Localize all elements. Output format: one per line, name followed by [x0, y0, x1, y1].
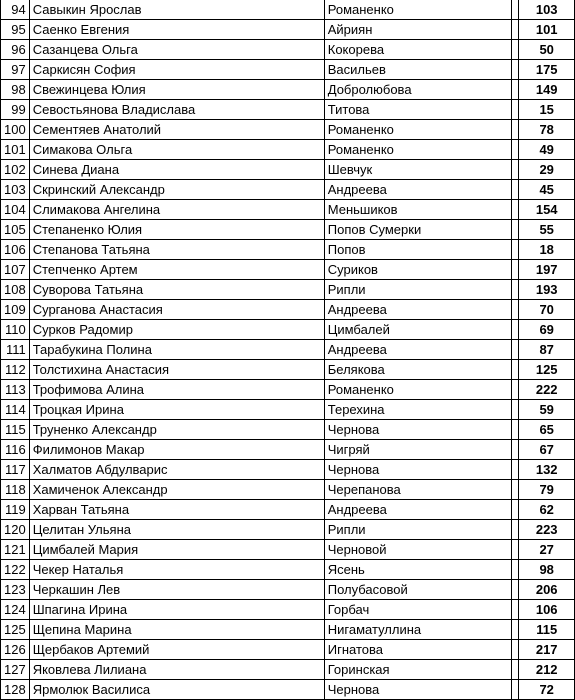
teacher-cell[interactable]: Чигряй [324, 440, 512, 460]
spacer-cell[interactable] [512, 100, 519, 120]
table-row [1, 0, 575, 20]
row-number-cell[interactable]: 102 [1, 160, 30, 180]
teacher-cell[interactable]: Черепанова [324, 480, 512, 500]
score-cell[interactable]: 106 [519, 600, 575, 620]
table-row [1, 480, 575, 500]
score-cell[interactable]: 222 [519, 380, 575, 400]
score-cell[interactable]: 49 [519, 140, 575, 160]
teacher-cell[interactable]: Андреева [324, 500, 512, 520]
teacher-cell[interactable]: Игнатова [324, 640, 512, 660]
student-name-cell[interactable]: Скринский Александр [29, 180, 324, 200]
student-name-cell[interactable]: Степченко Артем [29, 260, 324, 280]
teacher-cell[interactable]: Айриян [324, 20, 512, 40]
table-row [1, 540, 575, 560]
student-name-cell[interactable]: Суворова Татьяна [29, 280, 324, 300]
student-name-cell[interactable]: Сурков Радомир [29, 320, 324, 340]
spacer-cell[interactable] [512, 420, 519, 440]
spacer-cell[interactable] [512, 60, 519, 80]
student-name-cell[interactable]: Чекер Наталья [29, 560, 324, 580]
teacher-cell[interactable]: Чернова [324, 680, 512, 700]
score-cell[interactable]: 67 [519, 440, 575, 460]
table-row [1, 320, 575, 340]
spacer-cell[interactable] [512, 580, 519, 600]
row-number-cell[interactable]: 114 [1, 400, 30, 420]
table-row [1, 40, 575, 60]
spacer-cell[interactable] [512, 600, 519, 620]
table-row [1, 340, 575, 360]
spacer-cell[interactable] [512, 480, 519, 500]
row-number-cell[interactable]: 99 [1, 100, 30, 120]
student-name-cell[interactable]: Труненко Александр [29, 420, 324, 440]
table-row [1, 420, 575, 440]
spacer-cell[interactable] [512, 0, 519, 20]
score-cell[interactable]: 29 [519, 160, 575, 180]
teacher-cell[interactable]: Черновой [324, 540, 512, 560]
row-number-cell[interactable]: 110 [1, 320, 30, 340]
score-cell[interactable]: 132 [519, 460, 575, 480]
score-cell[interactable]: 175 [519, 60, 575, 80]
table-row [1, 600, 575, 620]
spacer-cell[interactable] [512, 80, 519, 100]
spacer-cell[interactable] [512, 240, 519, 260]
score-cell[interactable]: 149 [519, 80, 575, 100]
spacer-cell[interactable] [512, 540, 519, 560]
teacher-cell[interactable]: Меньшиков [324, 200, 512, 220]
teacher-cell[interactable]: Горинская [324, 660, 512, 680]
table-row [1, 680, 575, 700]
score-cell[interactable]: 62 [519, 500, 575, 520]
score-cell[interactable]: 193 [519, 280, 575, 300]
spacer-cell[interactable] [512, 200, 519, 220]
row-number-cell[interactable]: 113 [1, 380, 30, 400]
table-row [1, 400, 575, 420]
teacher-cell[interactable]: Рипли [324, 280, 512, 300]
row-number-cell[interactable]: 117 [1, 460, 30, 480]
spacer-cell[interactable] [512, 140, 519, 160]
teacher-cell[interactable]: Ясень [324, 560, 512, 580]
student-name-cell[interactable]: Филимонов Макар [29, 440, 324, 460]
table-row [1, 300, 575, 320]
score-cell[interactable]: 217 [519, 640, 575, 660]
row-number-cell[interactable]: 105 [1, 220, 30, 240]
score-cell[interactable]: 69 [519, 320, 575, 340]
student-name-cell[interactable]: Севостьянова Владислава [29, 100, 324, 120]
student-name-cell[interactable]: Толстихина Анастасия [29, 360, 324, 380]
student-name-cell[interactable]: Халматов Абдулварис [29, 460, 324, 480]
student-name-cell[interactable]: Степанова Татьяна [29, 240, 324, 260]
teacher-cell[interactable]: Романенко [324, 120, 512, 140]
spacer-cell[interactable] [512, 340, 519, 360]
score-cell[interactable]: 154 [519, 200, 575, 220]
row-number-cell[interactable]: 128 [1, 680, 30, 700]
score-cell[interactable]: 78 [519, 120, 575, 140]
teacher-cell[interactable]: Горбач [324, 600, 512, 620]
spacer-cell[interactable] [512, 360, 519, 380]
teacher-cell[interactable]: Нигаматуллина [324, 620, 512, 640]
teacher-cell[interactable]: Кокорева [324, 40, 512, 60]
teacher-cell[interactable]: Шевчук [324, 160, 512, 180]
teacher-cell[interactable]: Рипли [324, 520, 512, 540]
student-name-cell[interactable]: Цимбалей Мария [29, 540, 324, 560]
teacher-cell[interactable]: Полубасовой [324, 580, 512, 600]
row-number-cell[interactable]: 111 [1, 340, 30, 360]
score-cell[interactable]: 55 [519, 220, 575, 240]
row-number-cell[interactable]: 94 [1, 0, 30, 20]
table-row [1, 220, 575, 240]
spacer-cell[interactable] [512, 180, 519, 200]
teacher-cell[interactable]: Попов Сумерки [324, 220, 512, 240]
row-number-cell[interactable]: 97 [1, 60, 30, 80]
table-row [1, 140, 575, 160]
teacher-cell[interactable]: Романенко [324, 380, 512, 400]
student-name-cell[interactable]: Свежинцева Юлия [29, 80, 324, 100]
student-name-cell[interactable]: Саенко Евгения [29, 20, 324, 40]
spacer-cell[interactable] [512, 520, 519, 540]
teacher-cell[interactable]: Андреева [324, 300, 512, 320]
student-name-cell[interactable]: Хамиченок Александр [29, 480, 324, 500]
spacer-cell[interactable] [512, 440, 519, 460]
row-number-cell[interactable]: 116 [1, 440, 30, 460]
teacher-cell[interactable]: Чернова [324, 420, 512, 440]
table-row [1, 620, 575, 640]
table-row [1, 580, 575, 600]
row-number-cell[interactable]: 123 [1, 580, 30, 600]
student-name-cell[interactable]: Шпагина Ирина [29, 600, 324, 620]
spacer-cell[interactable] [512, 260, 519, 280]
spacer-cell[interactable] [512, 660, 519, 680]
score-cell[interactable]: 65 [519, 420, 575, 440]
table-row [1, 380, 575, 400]
score-cell[interactable]: 50 [519, 40, 575, 60]
score-cell[interactable]: 72 [519, 680, 575, 700]
row-number-cell[interactable]: 104 [1, 200, 30, 220]
student-name-cell[interactable]: Яковлева Лилиана [29, 660, 324, 680]
spacer-cell[interactable] [512, 40, 519, 60]
teacher-cell[interactable]: Андреева [324, 180, 512, 200]
score-cell[interactable]: 15 [519, 100, 575, 120]
teacher-cell[interactable]: Белякова [324, 360, 512, 380]
table-row [1, 560, 575, 580]
spacer-cell[interactable] [512, 320, 519, 340]
teacher-cell[interactable]: Цимбалей [324, 320, 512, 340]
spacer-cell[interactable] [512, 20, 519, 40]
teacher-cell[interactable]: Титова [324, 100, 512, 120]
student-name-cell[interactable]: Сурганова Анастасия [29, 300, 324, 320]
row-number-cell[interactable]: 95 [1, 20, 30, 40]
score-cell[interactable]: 115 [519, 620, 575, 640]
student-name-cell[interactable]: Савыкин Ярослав [29, 0, 324, 20]
score-cell[interactable]: 223 [519, 520, 575, 540]
teacher-cell[interactable]: Романенко [324, 0, 512, 20]
score-cell[interactable]: 27 [519, 540, 575, 560]
table-row [1, 80, 575, 100]
teacher-cell[interactable]: Терехина [324, 400, 512, 420]
score-cell[interactable]: 212 [519, 660, 575, 680]
student-name-cell[interactable]: Трофимова Алина [29, 380, 324, 400]
table-row [1, 100, 575, 120]
spacer-cell[interactable] [512, 500, 519, 520]
teacher-cell[interactable]: Романенко [324, 140, 512, 160]
row-number-cell[interactable]: 108 [1, 280, 30, 300]
student-name-cell[interactable]: Сементяев Анатолий [29, 120, 324, 140]
spacer-cell[interactable] [512, 400, 519, 420]
spacer-cell[interactable] [512, 460, 519, 480]
table-row [1, 260, 575, 280]
table-row [1, 440, 575, 460]
score-cell[interactable]: 98 [519, 560, 575, 580]
student-name-cell[interactable]: Симакова Ольга [29, 140, 324, 160]
table-row [1, 360, 575, 380]
score-cell[interactable]: 103 [519, 0, 575, 20]
table-row [1, 660, 575, 680]
spacer-cell[interactable] [512, 220, 519, 240]
spacer-cell[interactable] [512, 620, 519, 640]
teacher-cell[interactable]: Суриков [324, 260, 512, 280]
table-row [1, 240, 575, 260]
student-name-cell[interactable]: Саркисян София [29, 60, 324, 80]
row-number-cell[interactable]: 96 [1, 40, 30, 60]
row-number-cell[interactable]: 106 [1, 240, 30, 260]
spacer-cell[interactable] [512, 680, 519, 700]
score-cell[interactable]: 206 [519, 580, 575, 600]
score-cell[interactable]: 197 [519, 260, 575, 280]
student-name-cell[interactable]: Сазанцева Ольга [29, 40, 324, 60]
row-number-cell[interactable]: 103 [1, 180, 30, 200]
row-number-cell[interactable]: 119 [1, 500, 30, 520]
student-name-cell[interactable]: Ярмолюк Василиса [29, 680, 324, 700]
student-name-cell[interactable]: Харван Татьяна [29, 500, 324, 520]
table-row [1, 20, 575, 40]
table-row [1, 640, 575, 660]
spacer-cell[interactable] [512, 380, 519, 400]
table-row [1, 60, 575, 80]
row-number-cell[interactable]: 120 [1, 520, 30, 540]
teacher-cell[interactable]: Андреева [324, 340, 512, 360]
teacher-cell[interactable]: Попов [324, 240, 512, 260]
row-number-cell[interactable]: 121 [1, 540, 30, 560]
row-number-cell[interactable]: 115 [1, 420, 30, 440]
score-cell[interactable]: 101 [519, 20, 575, 40]
row-number-cell[interactable]: 127 [1, 660, 30, 680]
student-name-cell[interactable]: Щербаков Артемий [29, 640, 324, 660]
row-number-cell[interactable]: 118 [1, 480, 30, 500]
spacer-cell[interactable] [512, 120, 519, 140]
table-row [1, 500, 575, 520]
student-name-cell[interactable]: Черкашин Лев [29, 580, 324, 600]
score-cell[interactable]: 70 [519, 300, 575, 320]
spacer-cell[interactable] [512, 280, 519, 300]
spacer-cell[interactable] [512, 160, 519, 180]
table-row [1, 120, 575, 140]
row-number-cell[interactable]: 122 [1, 560, 30, 580]
spacer-cell[interactable] [512, 300, 519, 320]
spacer-cell[interactable] [512, 640, 519, 660]
row-number-cell[interactable]: 112 [1, 360, 30, 380]
spacer-cell[interactable] [512, 560, 519, 580]
score-cell[interactable]: 59 [519, 400, 575, 420]
student-name-cell[interactable]: Тарабукина Полина [29, 340, 324, 360]
student-name-cell[interactable]: Синева Диана [29, 160, 324, 180]
row-number-cell[interactable]: 124 [1, 600, 30, 620]
student-name-cell[interactable]: Целитан Ульяна [29, 520, 324, 540]
score-cell[interactable]: 45 [519, 180, 575, 200]
student-name-cell[interactable]: Слимакова Ангелина [29, 200, 324, 220]
row-number-cell[interactable]: 109 [1, 300, 30, 320]
row-number-cell[interactable]: 101 [1, 140, 30, 160]
row-number-cell[interactable]: 107 [1, 260, 30, 280]
row-number-cell[interactable]: 125 [1, 620, 30, 640]
table-body [1, 0, 575, 700]
teacher-cell[interactable]: Добролюбова [324, 80, 512, 100]
row-number-cell[interactable]: 100 [1, 120, 30, 140]
row-number-cell[interactable]: 98 [1, 80, 30, 100]
score-cell[interactable]: 125 [519, 360, 575, 380]
table-row [1, 460, 575, 480]
student-name-cell[interactable]: Степаненко Юлия [29, 220, 324, 240]
row-number-cell[interactable]: 126 [1, 640, 30, 660]
table-row [1, 520, 575, 540]
table-row [1, 180, 575, 200]
teacher-cell[interactable]: Чернова [324, 460, 512, 480]
table-row [1, 160, 575, 180]
score-cell[interactable]: 18 [519, 240, 575, 260]
score-cell[interactable]: 87 [519, 340, 575, 360]
student-name-cell[interactable]: Троцкая Ирина [29, 400, 324, 420]
table-row [1, 200, 575, 220]
teacher-cell[interactable]: Васильев [324, 60, 512, 80]
table-row [1, 280, 575, 300]
student-name-cell[interactable]: Щепина Марина [29, 620, 324, 640]
score-cell[interactable]: 79 [519, 480, 575, 500]
